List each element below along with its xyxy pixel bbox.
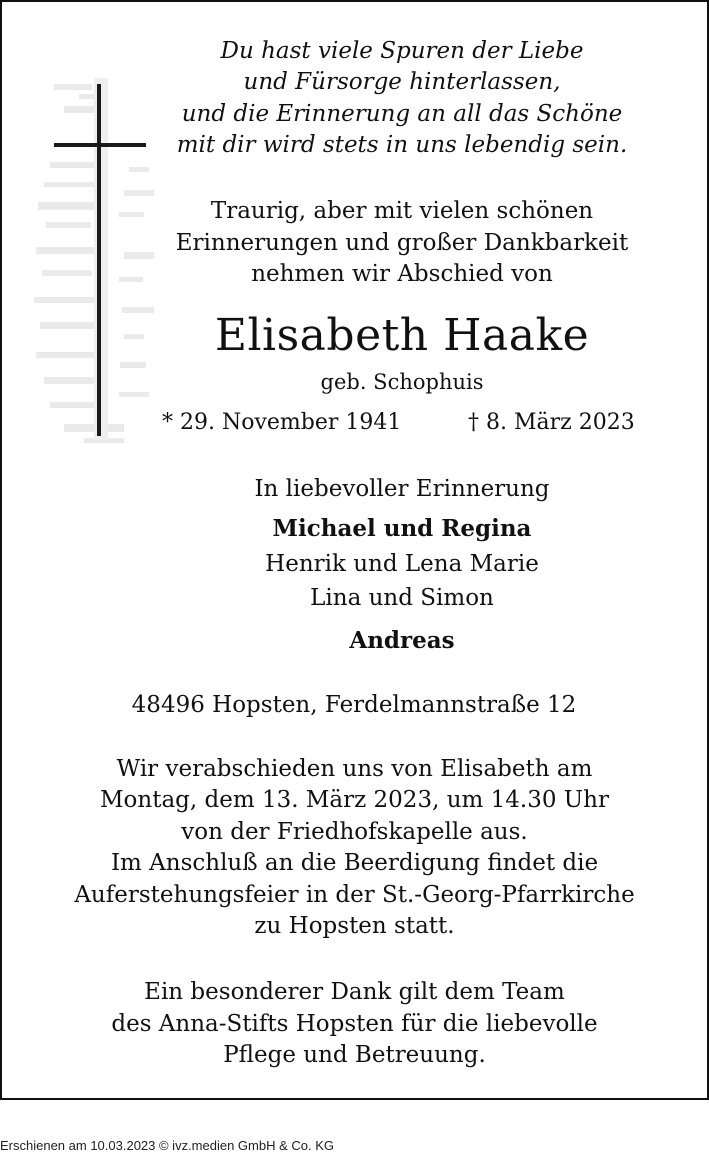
funeral-info-line: zu Hopsten statt. bbox=[254, 913, 455, 939]
maiden-name: geb. Schophuis bbox=[320, 370, 484, 394]
intro-line: Erinnerungen und großer Dankbarkeit bbox=[175, 230, 629, 256]
thanks-line: Ein besonderer Dank gilt dem Team bbox=[144, 979, 565, 1005]
mourner-line: Lina und Simon bbox=[310, 585, 494, 611]
thanks-line: des Anna-Stifts Hopsten für die liebevolle bbox=[111, 1011, 598, 1037]
funeral-info-line: Wir verabschieden uns von Elisabeth am bbox=[116, 756, 593, 782]
address: 48496 Hopsten, Ferdelmannstraße 12 bbox=[131, 692, 577, 718]
funeral-info-line: Auferstehungsfeier in der St.-Georg-Pfarrkirche bbox=[74, 882, 635, 908]
intro-line: Traurig, aber mit vielen schönen bbox=[210, 198, 594, 224]
publication-footer: Erschienen am 10.03.2023 © ivz.medien GmbH & Co. KG bbox=[0, 1138, 335, 1153]
verse-line: und Fürsorge hinterlassen, bbox=[243, 69, 561, 95]
birth-date: * 29. November 1941 bbox=[162, 410, 402, 435]
verse-line: Du hast viele Spuren der Liebe bbox=[220, 38, 584, 64]
funeral-info-line: Montag, dem 13. März 2023, um 14.30 Uhr bbox=[100, 787, 609, 813]
mourner-line: Andreas bbox=[349, 627, 455, 654]
thanks-line: Pflege und Betreuung. bbox=[223, 1042, 486, 1068]
mourners-heading: In liebevoller Erinnerung bbox=[254, 476, 550, 502]
mourner-line: Henrik und Lena Marie bbox=[265, 551, 539, 577]
verse-line: mit dir wird stets in uns lebendig sein. bbox=[176, 132, 628, 158]
death-date: † 8. März 2023 bbox=[468, 410, 635, 435]
funeral-info-line: Im Anschluß an die Beerdigung findet die bbox=[110, 850, 599, 876]
funeral-info-line: von der Friedhofskapelle aus. bbox=[181, 819, 528, 845]
intro-line: nehmen wir Abschied von bbox=[251, 261, 553, 287]
mourner-line: Michael und Regina bbox=[272, 515, 532, 542]
deceased-name: Elisabeth Haake bbox=[214, 310, 590, 361]
verse-line: und die Erinnerung an all das Schöne bbox=[181, 101, 623, 127]
